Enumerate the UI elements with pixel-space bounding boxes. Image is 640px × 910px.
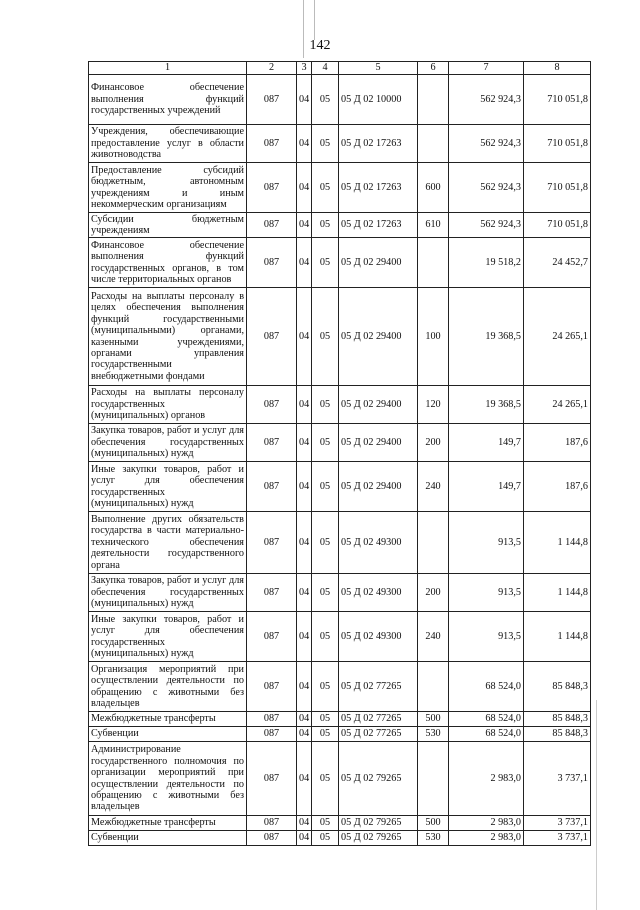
row-name: Иные закупки товаров, работ и услуг для обеспечения государственных (муниципальных) нужд [89, 462, 247, 512]
cell-subsection: 05 [312, 662, 339, 712]
cell-subsection: 05 [312, 574, 339, 612]
cell-ministry: 087 [247, 612, 297, 662]
cell-amount-1: 19 368,5 [449, 288, 524, 386]
cell-amount-2: 1 144,8 [524, 574, 591, 612]
cell-expense-type: 240 [418, 462, 449, 512]
cell-subsection: 05 [312, 742, 339, 816]
row-name: Закупка товаров, работ и услуг для обеспечения государственных (муниципальных) нужд [89, 424, 247, 462]
row-name: Межбюджетные трансферты [89, 712, 247, 727]
scan-fold-line [314, 0, 315, 40]
cell-ministry: 087 [247, 727, 297, 742]
row-name: Учреждения, обеспечивающие предоставление услуг в области животноводства [89, 125, 247, 163]
table-row [89, 574, 591, 612]
table-row [89, 662, 591, 712]
cell-expense-type: 240 [418, 612, 449, 662]
cell-subsection: 05 [312, 512, 339, 574]
table-row [89, 424, 591, 462]
cell-subsection: 05 [312, 816, 339, 831]
cell-section: 04 [297, 462, 312, 512]
header-cell: 2 [247, 62, 297, 75]
cell-amount-1: 913,5 [449, 574, 524, 612]
cell-expense-type [418, 238, 449, 288]
row-name: Расходы на выплаты персоналу государственных (муниципальных) органов [89, 386, 247, 424]
cell-ministry: 087 [247, 288, 297, 386]
cell-amount-2: 710 051,8 [524, 213, 591, 238]
header-cell: 3 [297, 62, 312, 75]
row-name: Иные закупки товаров, работ и услуг для обеспечения государственных (муниципальных) нужд [89, 612, 247, 662]
cell-expense-type [418, 512, 449, 574]
table-row [89, 213, 591, 238]
cell-expense-type: 500 [418, 816, 449, 831]
row-name: Расходы на выплаты персоналу в целях обеспечения выполнения функций государственными (муниципальными) органами, казенными учреждениями, органами управления государственными внебюджетными фондами [89, 288, 247, 386]
cell-target-article: 05 Д 02 29400 [339, 238, 418, 288]
cell-target-article: 05 Д 02 17263 [339, 125, 418, 163]
cell-amount-2: 710 051,8 [524, 125, 591, 163]
cell-expense-type: 120 [418, 386, 449, 424]
table-row [89, 512, 591, 574]
cell-amount-2: 85 848,3 [524, 662, 591, 712]
row-name: Финансовое обеспечение выполнения функций государственных учреждений [89, 75, 247, 125]
cell-target-article: 05 Д 02 79265 [339, 831, 418, 846]
row-name: Финансовое обеспечение выполнения функций государственных органов, в том числе территориальных органов [89, 238, 247, 288]
cell-amount-1: 19 368,5 [449, 386, 524, 424]
cell-section: 04 [297, 612, 312, 662]
cell-expense-type [418, 125, 449, 163]
cell-target-article: 05 Д 02 49300 [339, 574, 418, 612]
cell-amount-1: 562 924,3 [449, 125, 524, 163]
header-cell: 4 [312, 62, 339, 75]
cell-subsection: 05 [312, 386, 339, 424]
cell-amount-2: 710 051,8 [524, 163, 591, 213]
table-row [89, 462, 591, 512]
cell-target-article: 05 Д 02 49300 [339, 612, 418, 662]
cell-amount-1: 2 983,0 [449, 742, 524, 816]
cell-target-article: 05 Д 02 29400 [339, 386, 418, 424]
cell-section: 04 [297, 213, 312, 238]
cell-target-article: 05 Д 02 10000 [339, 75, 418, 125]
cell-amount-1: 149,7 [449, 462, 524, 512]
cell-section: 04 [297, 512, 312, 574]
header-cell: 5 [339, 62, 418, 75]
cell-subsection: 05 [312, 424, 339, 462]
cell-ministry: 087 [247, 386, 297, 424]
table-row [89, 238, 591, 288]
cell-ministry: 087 [247, 213, 297, 238]
cell-amount-1: 913,5 [449, 612, 524, 662]
row-name: Организация мероприятий при осуществлении деятельности по обращению с животными без владельцев [89, 662, 247, 712]
cell-expense-type [418, 662, 449, 712]
cell-expense-type: 100 [418, 288, 449, 386]
cell-subsection: 05 [312, 831, 339, 846]
cell-subsection: 05 [312, 462, 339, 512]
row-name: Субвенции [89, 831, 247, 846]
cell-section: 04 [297, 831, 312, 846]
cell-expense-type [418, 75, 449, 125]
cell-target-article: 05 Д 02 17263 [339, 163, 418, 213]
cell-section: 04 [297, 727, 312, 742]
row-name: Выполнение других обязательств государства в части материально-технического обеспечения деятельности государственного органа [89, 512, 247, 574]
cell-section: 04 [297, 125, 312, 163]
table-row [89, 612, 591, 662]
cell-amount-2: 24 452,7 [524, 238, 591, 288]
table-row [89, 712, 591, 727]
table-row [89, 288, 591, 386]
cell-amount-2: 3 737,1 [524, 831, 591, 846]
budget-table [88, 61, 591, 846]
cell-expense-type: 200 [418, 424, 449, 462]
cell-subsection: 05 [312, 213, 339, 238]
cell-target-article: 05 Д 02 29400 [339, 424, 418, 462]
cell-subsection: 05 [312, 727, 339, 742]
table-row [89, 75, 591, 125]
cell-expense-type: 610 [418, 213, 449, 238]
row-name: Субсидии бюджетным учреждениям [89, 213, 247, 238]
table-header-row [89, 62, 591, 75]
cell-amount-2: 3 737,1 [524, 816, 591, 831]
cell-ministry: 087 [247, 424, 297, 462]
cell-amount-1: 68 524,0 [449, 712, 524, 727]
cell-expense-type [418, 742, 449, 816]
scan-edge-line [596, 700, 597, 910]
cell-subsection: 05 [312, 163, 339, 213]
cell-target-article: 05 Д 02 79265 [339, 742, 418, 816]
cell-amount-1: 2 983,0 [449, 816, 524, 831]
header-cell: 7 [449, 62, 524, 75]
cell-amount-2: 24 265,1 [524, 288, 591, 386]
cell-target-article: 05 Д 02 79265 [339, 816, 418, 831]
cell-target-article: 05 Д 02 29400 [339, 462, 418, 512]
table-row [89, 727, 591, 742]
cell-ministry: 087 [247, 75, 297, 125]
table-row [89, 742, 591, 816]
cell-ministry: 087 [247, 662, 297, 712]
cell-amount-1: 913,5 [449, 512, 524, 574]
cell-expense-type: 600 [418, 163, 449, 213]
cell-subsection: 05 [312, 712, 339, 727]
cell-ministry: 087 [247, 238, 297, 288]
table-row [89, 831, 591, 846]
cell-amount-1: 68 524,0 [449, 727, 524, 742]
cell-section: 04 [297, 742, 312, 816]
cell-subsection: 05 [312, 125, 339, 163]
cell-section: 04 [297, 574, 312, 612]
header-cell: 1 [89, 62, 247, 75]
header-cell: 6 [418, 62, 449, 75]
cell-subsection: 05 [312, 288, 339, 386]
cell-subsection: 05 [312, 238, 339, 288]
table-row [89, 816, 591, 831]
table-row [89, 125, 591, 163]
row-name: Предоставление субсидий бюджетным, автономным учреждениям и иным некоммерческим организациям [89, 163, 247, 213]
row-name: Субвенции [89, 727, 247, 742]
cell-amount-2: 187,6 [524, 462, 591, 512]
row-name: Закупка товаров, работ и услуг для обеспечения государственных (муниципальных) нужд [89, 574, 247, 612]
cell-target-article: 05 Д 02 49300 [339, 512, 418, 574]
cell-amount-1: 68 524,0 [449, 662, 524, 712]
cell-section: 04 [297, 288, 312, 386]
cell-section: 04 [297, 816, 312, 831]
cell-amount-2: 710 051,8 [524, 75, 591, 125]
page-number: 142 [309, 38, 331, 53]
cell-section: 04 [297, 75, 312, 125]
cell-target-article: 05 Д 02 77265 [339, 662, 418, 712]
cell-section: 04 [297, 712, 312, 727]
row-name: Межбюджетные трансферты [89, 816, 247, 831]
cell-section: 04 [297, 662, 312, 712]
cell-ministry: 087 [247, 163, 297, 213]
cell-target-article: 05 Д 02 77265 [339, 712, 418, 727]
cell-subsection: 05 [312, 612, 339, 662]
cell-target-article: 05 Д 02 29400 [339, 288, 418, 386]
cell-section: 04 [297, 238, 312, 288]
row-name: Администрирование государственного полномочия по организации мероприятий при осуществлении деятельности по обращению с животными без владельцев [89, 742, 247, 816]
table-row [89, 386, 591, 424]
cell-amount-2: 85 848,3 [524, 712, 591, 727]
cell-amount-2: 24 265,1 [524, 386, 591, 424]
cell-amount-2: 187,6 [524, 424, 591, 462]
cell-ministry: 087 [247, 742, 297, 816]
cell-amount-2: 3 737,1 [524, 742, 591, 816]
cell-expense-type: 200 [418, 574, 449, 612]
cell-expense-type: 530 [418, 727, 449, 742]
cell-target-article: 05 Д 02 77265 [339, 727, 418, 742]
cell-amount-1: 562 924,3 [449, 213, 524, 238]
cell-subsection: 05 [312, 75, 339, 125]
cell-ministry: 087 [247, 712, 297, 727]
cell-amount-1: 562 924,3 [449, 75, 524, 125]
cell-ministry: 087 [247, 831, 297, 846]
cell-ministry: 087 [247, 462, 297, 512]
cell-ministry: 087 [247, 574, 297, 612]
cell-amount-2: 85 848,3 [524, 727, 591, 742]
cell-amount-1: 149,7 [449, 424, 524, 462]
cell-amount-1: 19 518,2 [449, 238, 524, 288]
cell-expense-type: 500 [418, 712, 449, 727]
cell-amount-2: 1 144,8 [524, 612, 591, 662]
header-cell: 8 [524, 62, 591, 75]
cell-section: 04 [297, 386, 312, 424]
cell-section: 04 [297, 163, 312, 213]
cell-ministry: 087 [247, 816, 297, 831]
table-row [89, 163, 591, 213]
cell-target-article: 05 Д 02 17263 [339, 213, 418, 238]
cell-expense-type: 530 [418, 831, 449, 846]
cell-ministry: 087 [247, 125, 297, 163]
cell-amount-1: 2 983,0 [449, 831, 524, 846]
cell-section: 04 [297, 424, 312, 462]
cell-amount-2: 1 144,8 [524, 512, 591, 574]
cell-amount-1: 562 924,3 [449, 163, 524, 213]
cell-ministry: 087 [247, 512, 297, 574]
